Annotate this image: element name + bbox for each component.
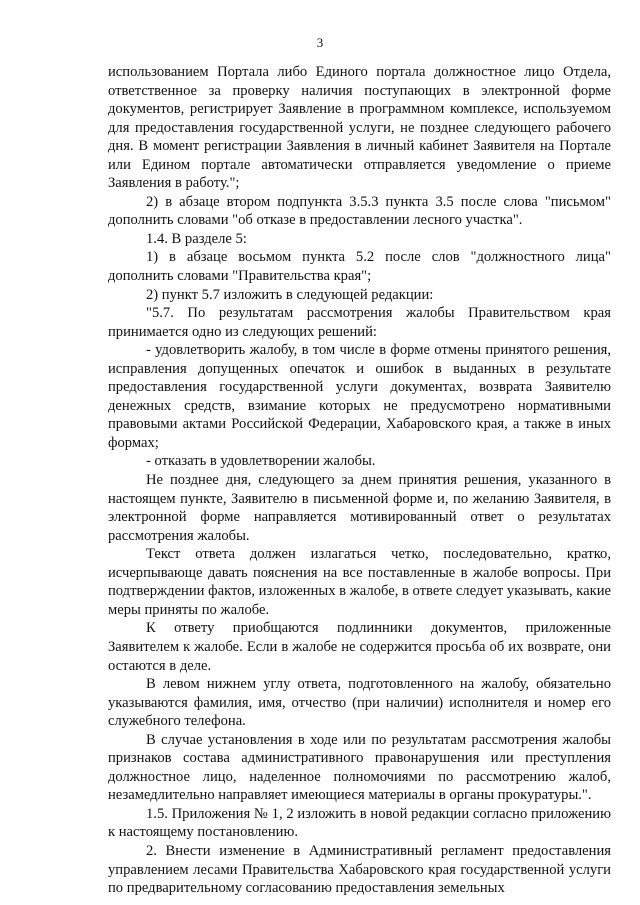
paragraph-amendment-5-2: 1) в абзаце восьмом пункта 5.2 после слов "должностного лица" дополнить словами "Правительства края";: [108, 249, 611, 285]
paragraph-appendices: 1.5. Приложения № 1, 2 изложить в новой редакции согласно приложению к настоящему постановлению.: [108, 805, 611, 841]
paragraph-regulation-change: 2. Внести изменение в Административный регламент предоставления управлением лесами Правительства Хабаровского края государственной услуги по предварительному согласованию предоставления земельных: [108, 842, 611, 897]
paragraph-5-7-intro: "5.7. По результатам рассмотрения жалобы Правительством края принимается одно из следующих решений:: [108, 305, 611, 340]
paragraph-decision-satisfy: - удовлетворить жалобу, в том числе в форме отмены принятого решения, исправления допущенных опечаток и ошибок в выданных в результате предоставления государственной услуги документах, возврата Заявителю денежных средств, взимание которых не предусмотрено нормативными правовыми актами Российской Федерации, Хабаровского края, а также в иных формах;: [108, 342, 611, 451]
paragraph-executor-details: В левом нижнем углу ответа, подготовленного на жалобу, обязательно указываются фамилия, имя, отчество (при наличии) исполнителя и номер его служебного телефона.: [108, 676, 611, 730]
paragraph-amendment-5-7: 2) пункт 5.7 изложить в следующей редакции:: [146, 286, 434, 303]
paragraph-response-text: Текст ответа должен излагаться четко, последовательно, кратко, исчерпывающе давать пояснения на все поставленные в жалобе вопросы. При подтверждении фактов, изложенных в жалобе, в ответе следует указывать, какие меры приняты по жалобе.: [108, 546, 611, 618]
paragraph-portal-registration: использованием Портала либо Единого портала должностное лицо Отдела, ответственное за проверку наличия поступающих в электронной форме документов, регистрирует Заявление в программном комплексе, используемом для предоставления государственной услуги, не позднее следующего рабочего дня. В момент регистрации Заявления в личный кабинет Заявителя на Портале или Едином портале автоматически отправляется уведомление о приеме Заявления в работу.";: [108, 64, 611, 192]
paragraph-prosecution-referral: В случае установления в ходе или по результатам рассмотрения жалобы признаков состава административного правонарушения или преступления должностное лицо, наделенное полномочиями по рассмотрению жалоб, незамедлительно направляет имеющиеся материалы в органы прокуратуры.".: [108, 731, 611, 804]
paragraph-decision-refuse: - отказать в удовлетворении жалобы.: [146, 453, 376, 470]
paragraph-amendment-3-5-3: 2) в абзаце втором подпункта 3.5.3 пункта 3.5 после слова "письмом" дополнить словами "об отказе в предоставлении лесного участка".: [108, 193, 611, 229]
document-body: [108, 63, 611, 898]
paragraph-attached-originals: К ответу приобщаются подлинники документов, приложенные Заявителем к жалобе. Если в жалобе не содержится просьба об их возврате, они остаются в деле.: [108, 620, 611, 674]
paragraph-response-deadline: Не позднее дня, следующего за днем принятия решения, указанного в настоящем пункте, Заявителю в письменной форме и, по желанию Заявителя, в электронной форме направляется мотивированный ответ о результатах рассмотрения жалобы.: [108, 472, 611, 544]
paragraph-section-5-heading: 1.4. В разделе 5:: [146, 230, 247, 247]
page-number: 3: [316, 35, 324, 50]
